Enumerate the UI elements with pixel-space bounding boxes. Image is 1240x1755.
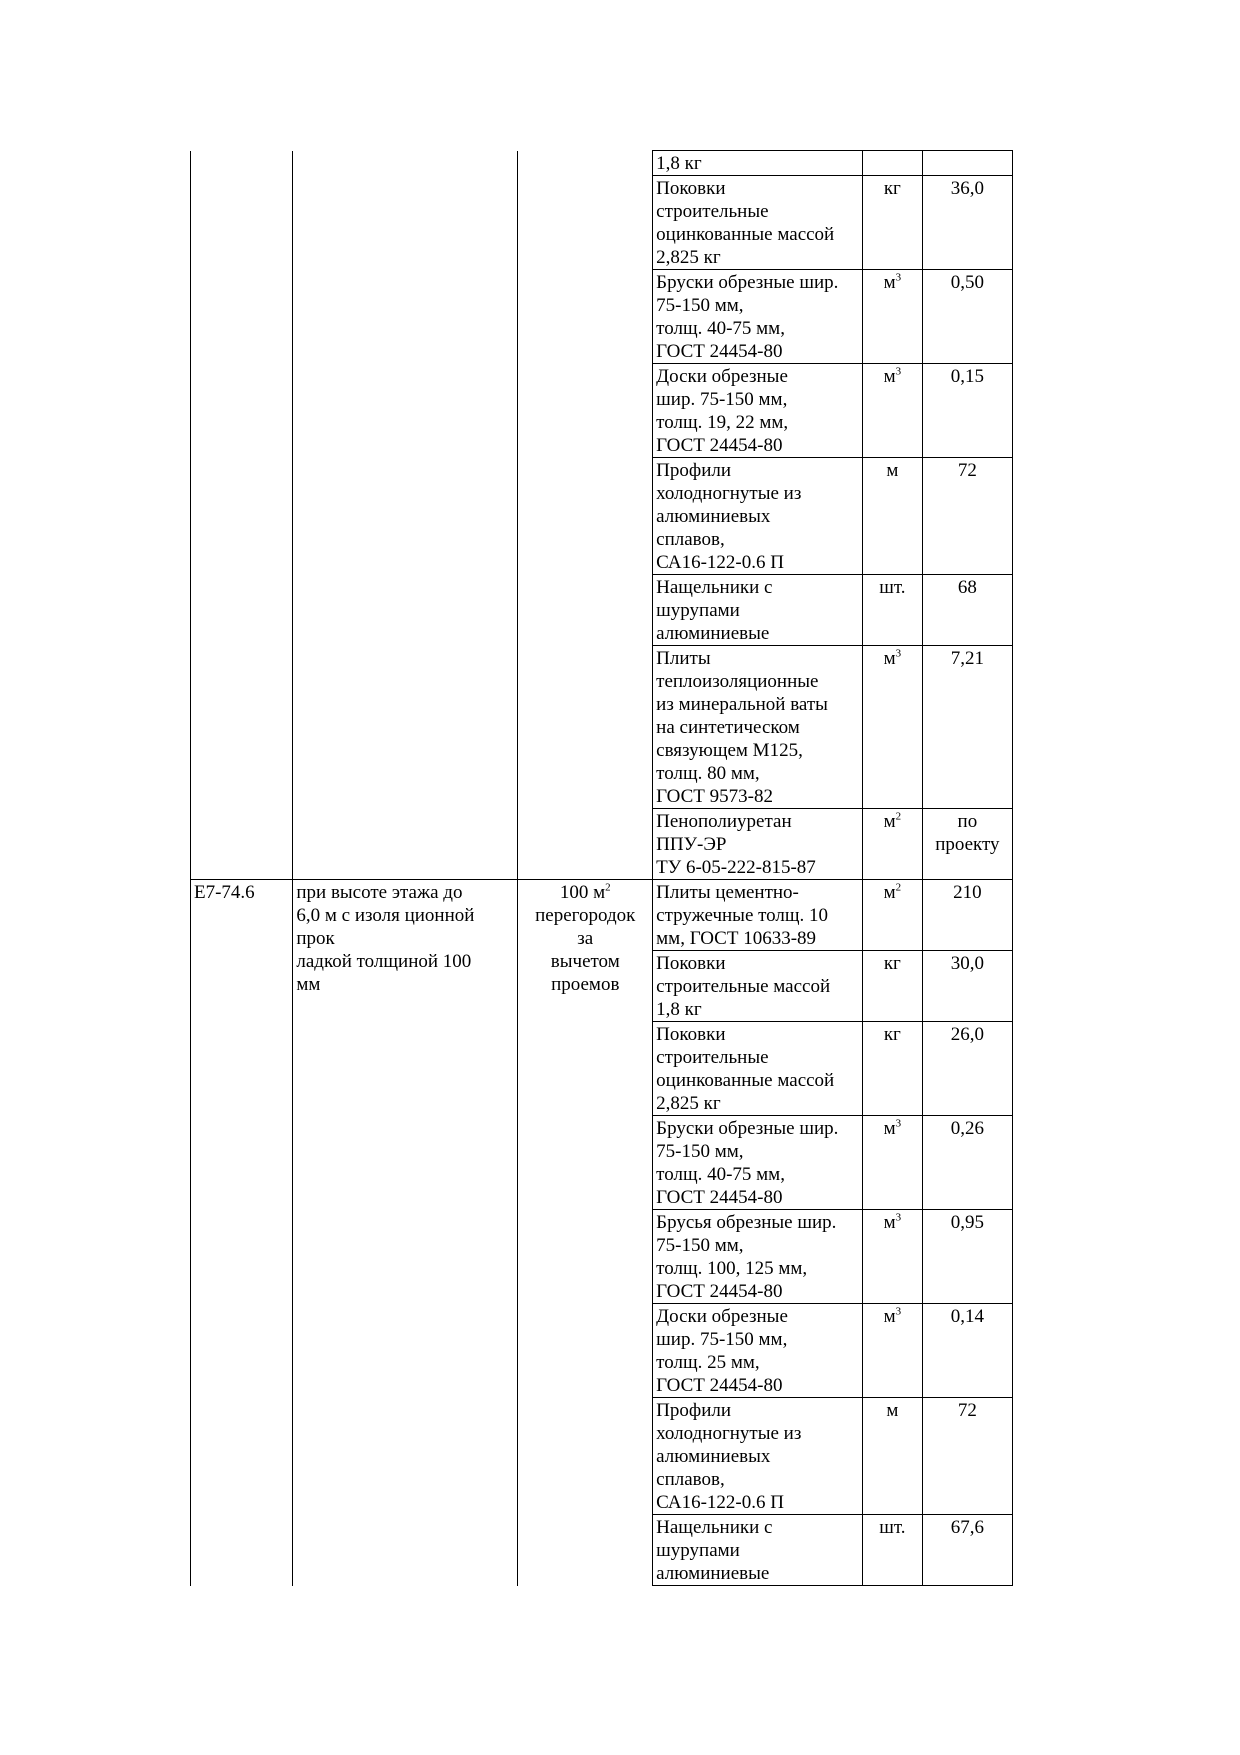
unit-text: м bbox=[883, 882, 896, 903]
resource-name-cell: Поковки строительные оцинкованные массой 2,825 кг bbox=[653, 1022, 863, 1116]
resource-quantity-cell: 36,0 bbox=[922, 176, 1012, 270]
resource-name-cell: Нащельники с шурупами алюминиевые bbox=[653, 575, 863, 646]
resource-quantity-cell: 0,95 bbox=[922, 1210, 1012, 1304]
unit-exponent: 2 bbox=[895, 881, 902, 894]
unit-cell bbox=[862, 809, 922, 880]
resource-name-cell: Плиты цементно- стружечные толщ. 10 мм, ГОСТ 10633-89 bbox=[653, 880, 863, 951]
resource-name-cell: Доски обрезные шир. 75-150 мм, толщ. 19, 22 мм, ГОСТ 24454-80 bbox=[653, 364, 863, 458]
norms-table bbox=[190, 150, 1013, 1586]
unit-exponent: 3 bbox=[895, 1211, 902, 1224]
measure-rest: перегородок за вычетом проемов bbox=[535, 905, 636, 995]
unit-cell bbox=[862, 270, 922, 364]
unit-cell bbox=[862, 880, 922, 951]
resource-quantity-cell: 72 bbox=[922, 1398, 1012, 1515]
resource-name-cell: Плиты теплоизоляционные из минеральной ваты на синтетическом связующем М125, толщ. 80 мм, ГОСТ 9573-82 bbox=[653, 646, 863, 809]
resource-name-cell: Пенополиуретан ППУ-ЭР ТУ 6-05-222-815-87 bbox=[653, 809, 863, 880]
unit-exponent: 2 bbox=[895, 810, 902, 823]
resource-quantity-cell: 26,0 bbox=[922, 1022, 1012, 1116]
norms-table-body bbox=[191, 151, 1013, 1586]
table-row bbox=[191, 151, 1013, 176]
unit-cell bbox=[862, 151, 922, 176]
unit-exponent: 3 bbox=[895, 1305, 902, 1318]
resource-name-cell: Поковки строительные оцинкованные массой 2,825 кг bbox=[653, 176, 863, 270]
unit-text: шт. bbox=[879, 1517, 906, 1538]
unit-text: м bbox=[883, 366, 896, 387]
resource-quantity-cell: 68 bbox=[922, 575, 1012, 646]
resource-quantity-cell bbox=[922, 151, 1012, 176]
unit-cell bbox=[862, 951, 922, 1022]
resource-name-cell: Профили холодногнутые из алюминиевых сплавов, СА16-122-0.6 П bbox=[653, 458, 863, 575]
resource-quantity-cell: 30,0 bbox=[922, 951, 1012, 1022]
unit-exponent: 3 bbox=[895, 1117, 902, 1130]
unit-exponent: 3 bbox=[895, 365, 902, 378]
empty-cell bbox=[293, 151, 518, 880]
unit-text: кг bbox=[883, 1024, 901, 1045]
empty-cell bbox=[518, 151, 653, 880]
unit-cell bbox=[862, 1398, 922, 1515]
resource-quantity-cell: 210 bbox=[922, 880, 1012, 951]
norm-measure-cell bbox=[518, 880, 653, 1586]
unit-exponent: 3 bbox=[895, 271, 902, 284]
resource-name-cell: Профили холодногнутые из алюминиевых сплавов, СА16-122-0.6 П bbox=[653, 1398, 863, 1515]
unit-cell bbox=[862, 1022, 922, 1116]
unit-cell bbox=[862, 458, 922, 575]
resource-name-cell: Поковки строительные массой 1,8 кг bbox=[653, 951, 863, 1022]
resource-quantity-cell: 0,15 bbox=[922, 364, 1012, 458]
unit-text: м bbox=[883, 1212, 896, 1233]
resource-name-cell: Бруски обрезные шир. 75-150 мм, толщ. 40-75 мм, ГОСТ 24454-80 bbox=[653, 1116, 863, 1210]
measure-exponent: 2 bbox=[605, 881, 611, 894]
norm-description-cell: при высоте этажа до 6,0 м с изоля ционной прок ладкой толщиной 100 мм bbox=[293, 880, 518, 1586]
unit-text: м bbox=[883, 648, 896, 669]
empty-cell bbox=[191, 151, 293, 880]
unit-cell bbox=[862, 646, 922, 809]
table-row bbox=[191, 880, 1013, 951]
unit-cell bbox=[862, 1515, 922, 1586]
unit-text: шт. bbox=[879, 577, 906, 598]
unit-cell bbox=[862, 1210, 922, 1304]
unit-text: кг bbox=[883, 178, 901, 199]
unit-cell bbox=[862, 1116, 922, 1210]
unit-text: м bbox=[883, 811, 896, 832]
resource-name-cell: 1,8 кг bbox=[653, 151, 863, 176]
unit-text: кг bbox=[883, 953, 901, 974]
resource-quantity-cell: по проекту bbox=[922, 809, 1012, 880]
unit-cell bbox=[862, 176, 922, 270]
resource-name-cell: Брусья обрезные шир. 75-150 мм, толщ. 100, 125 мм, ГОСТ 24454-80 bbox=[653, 1210, 863, 1304]
resource-name-cell: Нащельники с шурупами алюминиевые bbox=[653, 1515, 863, 1586]
unit-text: м bbox=[883, 272, 896, 293]
resource-quantity-cell: 0,14 bbox=[922, 1304, 1012, 1398]
unit-text: м bbox=[886, 1400, 899, 1421]
resource-quantity-cell: 0,50 bbox=[922, 270, 1012, 364]
unit-cell bbox=[862, 364, 922, 458]
measure-prefix: 100 м bbox=[559, 882, 606, 903]
resource-quantity-cell: 67,6 bbox=[922, 1515, 1012, 1586]
resource-quantity-cell: 0,26 bbox=[922, 1116, 1012, 1210]
unit-cell bbox=[862, 575, 922, 646]
unit-text: м bbox=[886, 460, 899, 481]
resource-quantity-cell: 72 bbox=[922, 458, 1012, 575]
unit-text: м bbox=[883, 1118, 896, 1139]
resource-quantity-cell: 7,21 bbox=[922, 646, 1012, 809]
unit-text: м bbox=[883, 1306, 896, 1327]
resource-name-cell: Доски обрезные шир. 75-150 мм, толщ. 25 мм, ГОСТ 24454-80 bbox=[653, 1304, 863, 1398]
resource-name-cell: Бруски обрезные шир. 75-150 мм, толщ. 40-75 мм, ГОСТ 24454-80 bbox=[653, 270, 863, 364]
unit-exponent: 3 bbox=[895, 647, 902, 660]
unit-cell bbox=[862, 1304, 922, 1398]
norm-code-cell: Е7-74.6 bbox=[191, 880, 293, 1586]
